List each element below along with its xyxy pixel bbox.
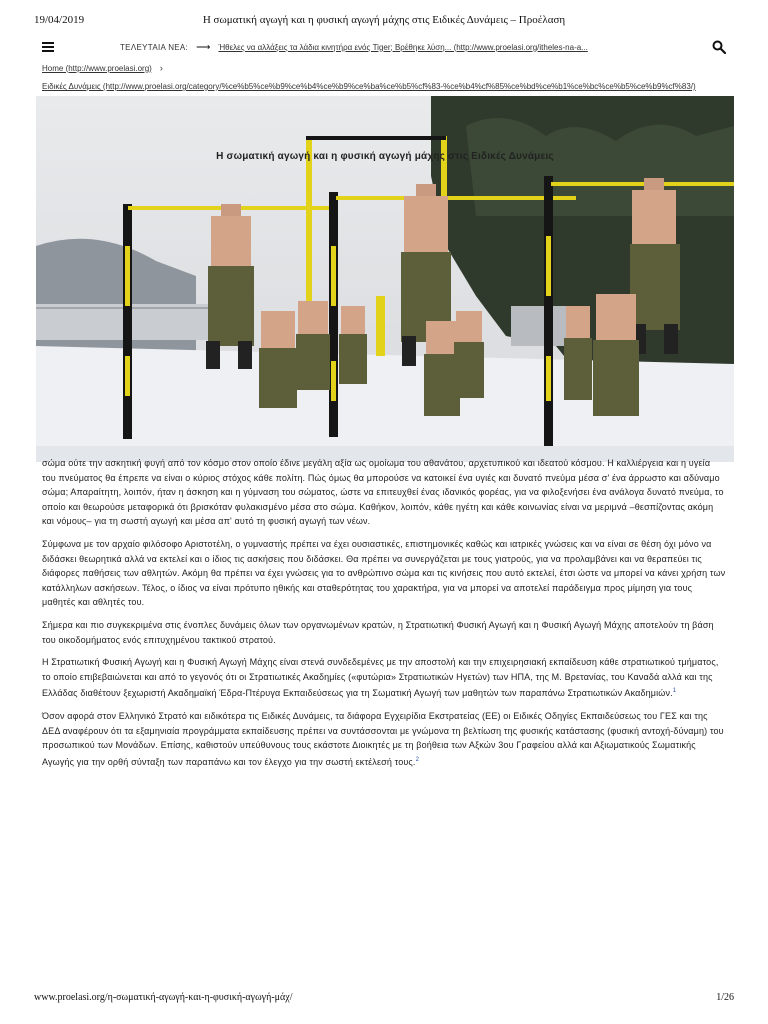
footnote-ref-link[interactable]: 2 [415,756,420,763]
print-date: 19/04/2019 [34,14,85,26]
article-paragraph [42,655,726,701]
article-text: Η Στρατιωτική Φυσική Αγωγή και η Φυσική Αγωγή Μάχης είναι στενά συνδεδεμένες με την αποστολή και την επιχειρησιακή εκπαίδευση κάθε στρατιωτικού τμήματος, το οποίο επιβεβαιώνεται και από το γεγονός ότι οι Στρατιωτικές Ακαδημίες («φυτώρια» Στρατιωτικών Ηγετών) των ΗΠΑ, της Μ. Βρετανίας, του Καναδά αλλά και της Ελλάδας διαθέτουν ξεχωριστή Ακαδημαϊκή Έδρα-Πτέρυγα Εκπαιδεύσεως για τη Σωματική Αγωγή των μαθητών των παραπάνω Στρατιωτικών Ακαδημιών. [42,657,719,699]
breadcrumb-category-link[interactable]: Ειδικές Δυνάμεις (http://www.proelasi.org/category/%ce%b5%ce%b9%ce%b4%ce%b9%ce%ba%ce%b5%cf%83-%ce%b4%cf%85%ce%bd%ce%b1%ce%bc%ce%b5%ce%b9%cf%83/) [42,82,696,91]
article-text: Όσον αφορά στον Ελληνικό Στρατό και ειδικότερα τις Ειδικές Δυνάμεις, τα διάφορα Εγχειρίδια Εκστρατείας (ΕΕ) οι Ειδικές Οδηγίες Εκπαιδεύσεως του ΓΕΣ και της ΔΕΔ αναφέρουν ότι τα εξαμηνιαία προγράμματα εκπαίδευσης πρέπει να συντάσσονται με γνώμονα τη βελτίωση της φυσικής κατάστασης (φυσική αντοχή-δύναμη) του προσωπικού των Μονάδων. Επίσης, καθιστούν υπεύθυνους τους εκάστοτε Διοικητές με τη βοήθεια των Αξκών 3ου Γραφείου αλλά και Αξιωματικούς Σωματικής Αγωγής για την ορθή σύνταξη των παραπάνω και τον έλεγχο για την σωστή εκτέλεσή τους. [42,710,724,767]
article-paragraph: Σήμερα και πιο συγκεκριμένα στις ένοπλες δυνάμεις όλων των οργανωμένων κρατών, η Στρατιωτική Φυσική Αγωγή και η Φυσική Αγωγή Μάχης αποτελούν τη βάση του οικοδομήματος ενός επιτυχημένου τακτικού στρατού. [42,619,714,645]
hamburger-icon[interactable] [42,42,54,52]
article-paragraph [42,709,726,769]
top-bar [34,38,734,56]
article-paragraph: σώμα ούτε την ασκητική φυγή από τον κόσμο στον οποίο έδινε μεγάλη αξία ως ομοίωμα του αθανάτου, αρχετυπικού και ιδεατού κόσμου. Η καλλιέργεια και η υγεία του πνεύματος θα έπρεπε να είναι ο κύριος στόχος κάθε πολίτη. Πώς όμως θα μπορούσε να κατοικεί ένα υγιές και δυνατό πνεύμα μέσα σ' ένα άρρωστο και αδύναμο σώμα; Απαραίτητη, λοιπόν, ήταν η άσκηση και η γύμναση του σώματος, ώστε να επιτευχθεί ένας ιδανικός φορέας, για να φιλοξενήσει ένα ανάλογα δυνατό πνεύμα, το οποίο και θεωρούσε μεταφορικά ότι βρισκόταν φυλακισμένο μέσα στο σώμα. Καθήκον, λοιπόν, κάθε ηγέτη και κάθε κοινωνίας είναι να μεριμνά –θεσπίζοντας ακόμη και νόμους– για τη σωστή αγωγή και μέσα απ' αυτό τη φυσική αγωγή των νέων. [42,458,724,527]
search-icon[interactable] [712,40,726,54]
print-url: www.proelasi.org/η-σωματική-αγωγή-και-η-φυσική-αγωγή-μάχ/ [34,992,293,1003]
latest-news-label: ΤΕΛΕΥΤΑΙΑ ΝΕΑ: [120,42,189,52]
page-number: 1/26 [716,992,734,1003]
article-body [42,456,726,777]
arrow-right-icon: ⟶ [196,41,211,53]
article-paragraph: Σύμφωνα με τον αρχαίο φιλόσοφο Αριστοτέλη, ο γυμναστής πρέπει να έχει ουσιαστικές, επιστημονικές καθώς και ιατρικές γνώσεις και να είναι σε θέση όχι μόνο να διδάσκει θεωρητικά αλλά να εκτελεί και ο ίδιος τις ασκήσεις που διδάσκει. Θα πρέπει να συνεργάζεται με τους γιατρούς, για να προλαμβάνει και να θεραπεύει τις διάφορες παθήσεις των αθλητών. Ακόμη θα πρέπει να έχει γνώσεις για το ανθρώπινο σώμα και τις κινήσεις που αυτό εκτελεί, έτσι ώστε να μπορεί να κάνει χρήση των κατάλληλων ασκήσεων. Τέλος, ο ίδιος να είναι πρότυπο ηθικής και σταθερότητας του χαρακτήρα, για να μπορεί να αποτελεί παράδειγμα προς μίμηση για τους μαθητές και αθλητές του. [42,538,726,608]
breadcrumb-home-link[interactable]: Home (http://www.proelasi.org) [42,63,152,73]
hero-title: Η σωματική αγωγή και η φυσική αγωγή μάχης στις Ειδικές Δυνάμεις [216,151,554,162]
chevron-right-icon: › [159,63,163,73]
hero-image [36,96,734,462]
breadcrumb-category [42,82,696,91]
latest-news-link[interactable]: Ήθελες να αλλάξεις τα λάδια κινητήρα ενός Tiger; Βρέθηκε λύση... (http://www.proelasi.org/itheles-na-a... [218,42,588,52]
footnote-ref-link[interactable]: 1 [672,688,677,695]
print-title: Η σωματική αγωγή και η φυσική αγωγή μάχης στις Ειδικές Δυνάμεις – Προέλαση [202,14,566,26]
breadcrumb [42,63,163,73]
